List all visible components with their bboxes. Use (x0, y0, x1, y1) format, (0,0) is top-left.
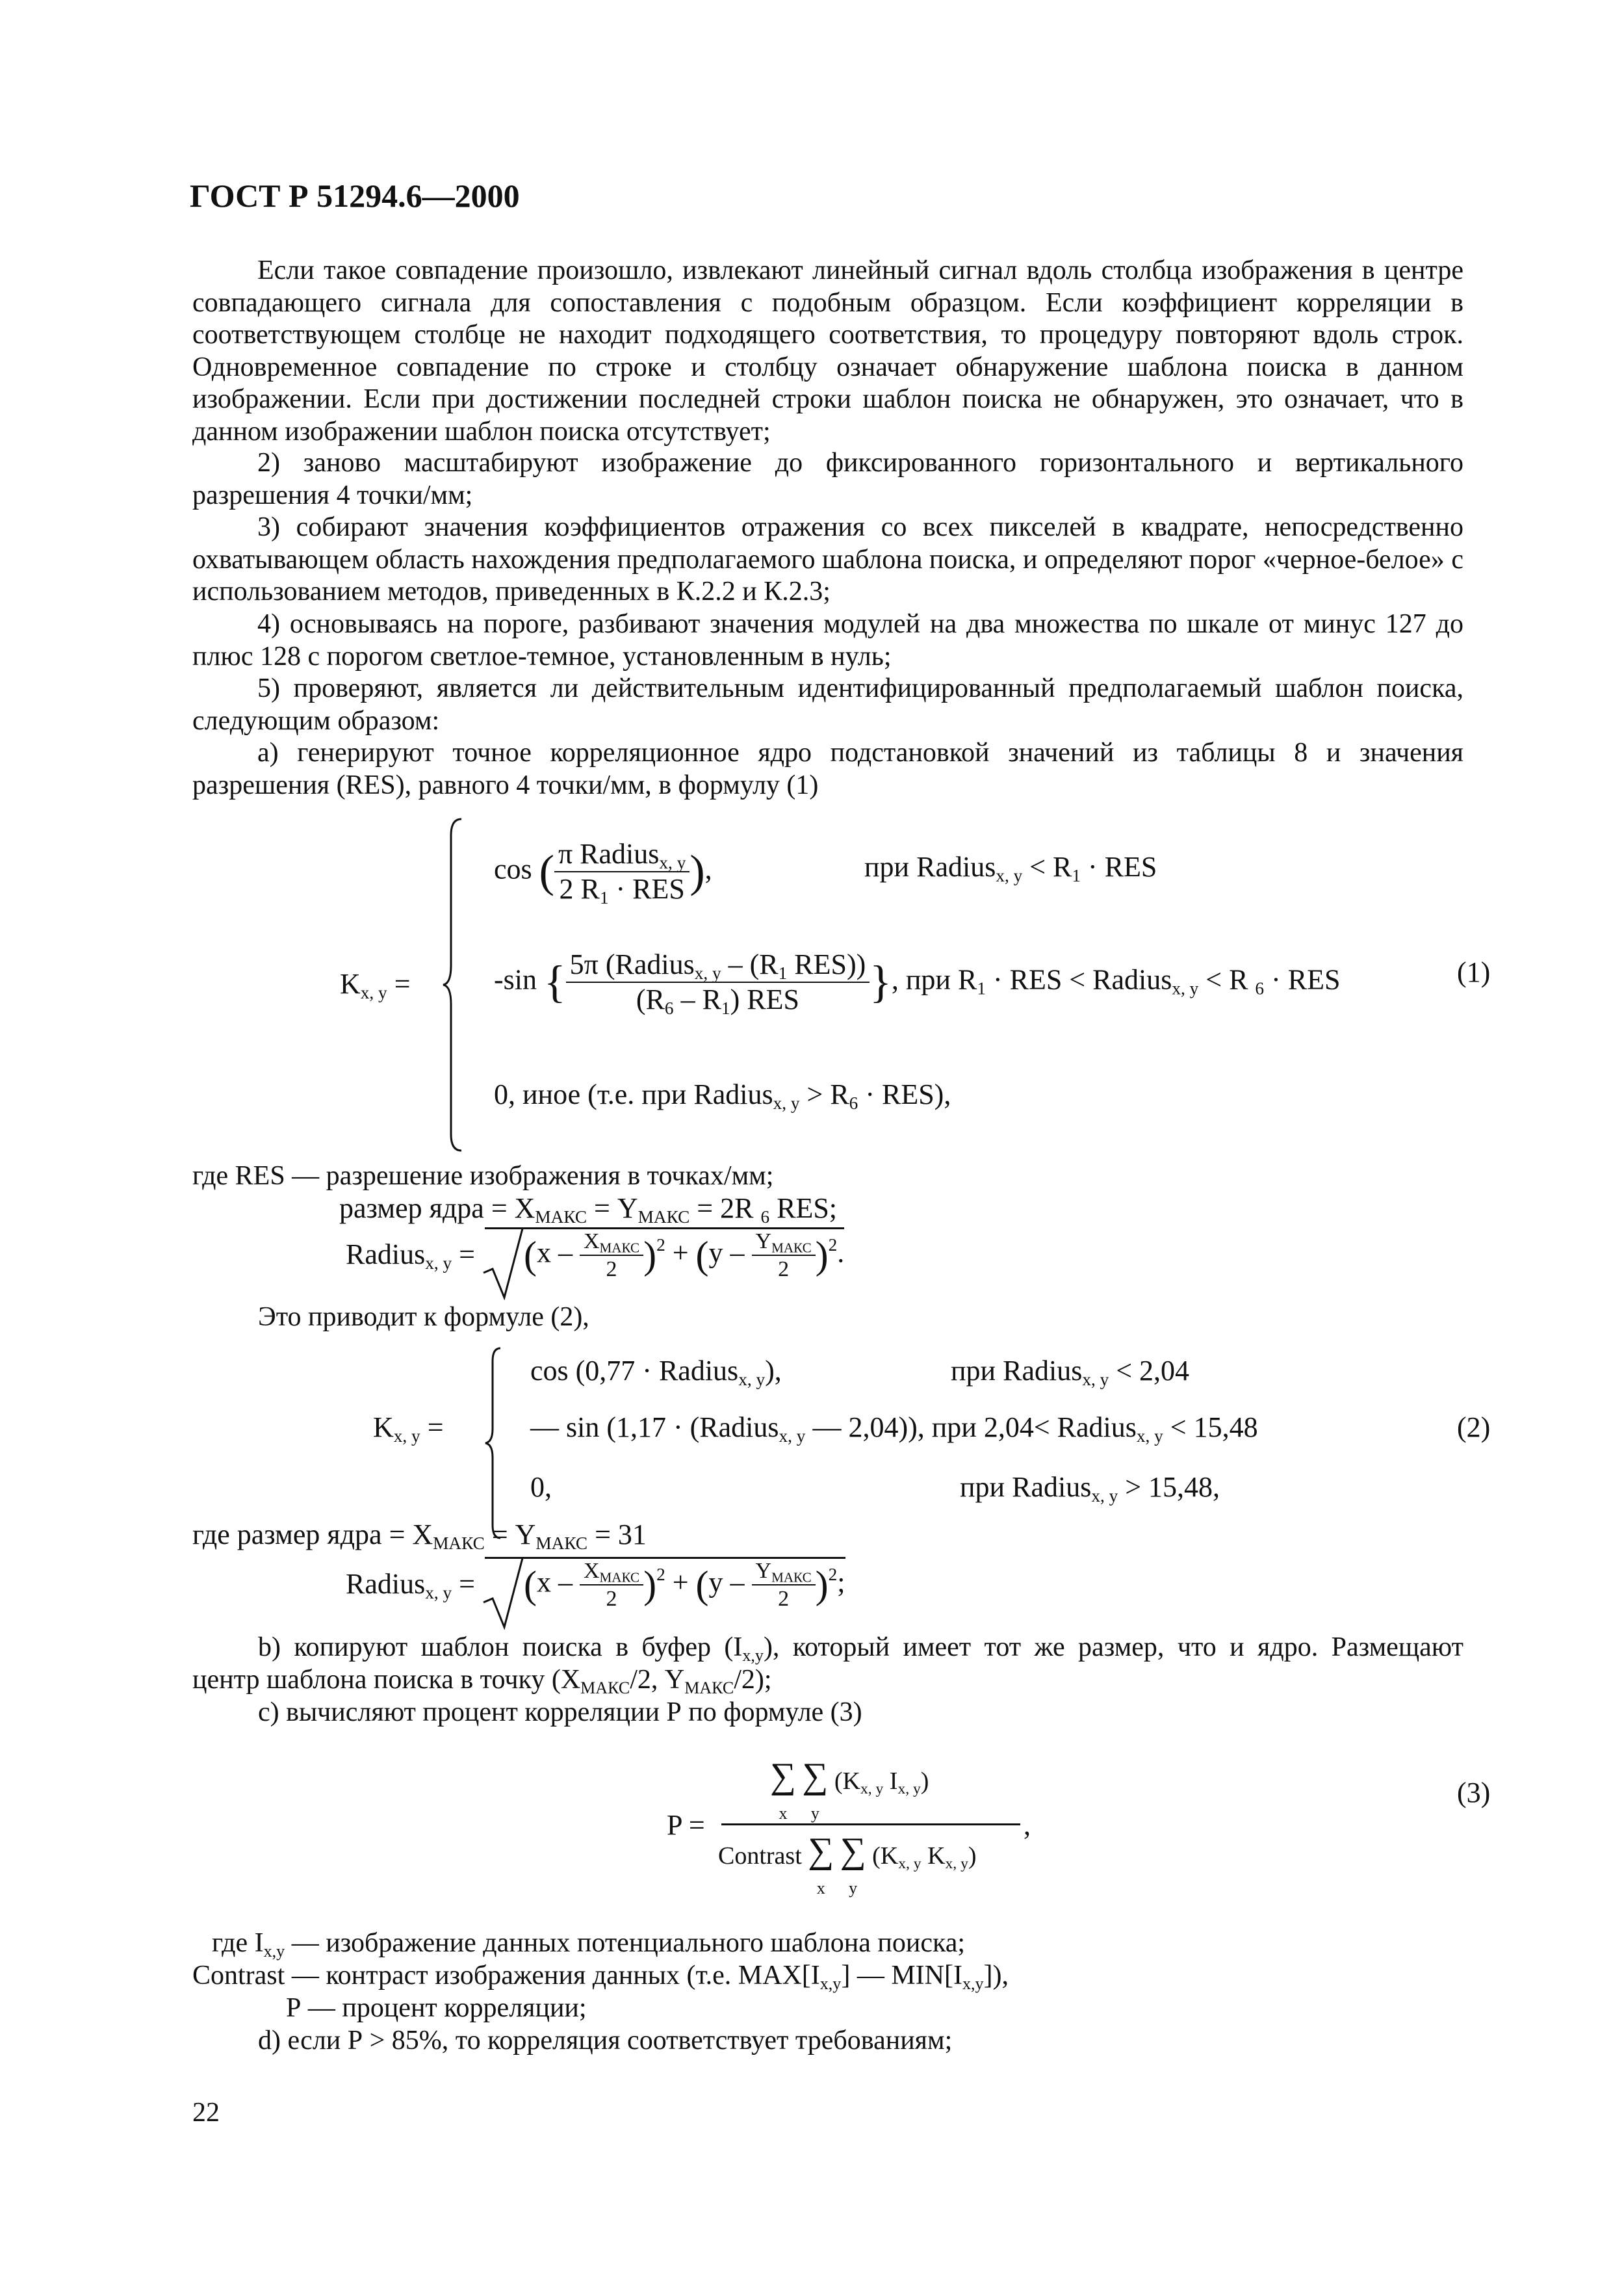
formula-1-row-1-condition: при Radius$_{x, y}$ < $R_1$ · RES (864, 851, 1157, 886)
radius-formula-2: Radius$_{x, y}$ = (x – $\frac{X_{МАКС}}{2}$ )$^2$ + (y – $\frac{Y_{МАКС}}{2}$ )$^2$; (346, 1557, 845, 1628)
sqrt-symbol (482, 1227, 524, 1300)
formula-2-row-1-condition: при Radius$_{x, y}$ < 2,04 (951, 1355, 1190, 1390)
formula-2-lhs: $K_{x, y}$ = (373, 1411, 444, 1446)
formula-2-row-3: 0, (530, 1471, 552, 1503)
formula-2-row-3-condition: при Radius$_{x, y}$ > 15,48, (960, 1471, 1220, 1506)
formula-3-denominator: Contrast ∑ x ∑ y ($K_{x, y}$ $K_{x, y}$) (718, 1831, 977, 1898)
paragraph-1: Если такое совпадение произошло, извлекают линейный сигнал вдоль столбца изображения в центре совпадающего сигнала для сопоставления с подобным образцом. Если коэффициент корреляции в соответствующем столбце не находит подходящего соответствия, то процедуру повторяют вдоль строк. Одновременное совпадение по строке и столбцу означает обнаружение шаблона поиска в данном изображении. Если при достижении последней строки шаблон поиска не обнаружен, это означает, что в данном изображении шаблон поиска отсутствует; (192, 255, 1463, 447)
document-header: ГОСТ Р 51294.6—2000 (190, 177, 520, 214)
formula-3-numerator: ∑ x ∑ y ($K_{x, y}$ $I_{x, y}$) (770, 1756, 929, 1823)
page-number: 22 (192, 2098, 220, 2128)
step-b-line-1: b) копируют шаблон поиска в буфер $(I_{x,y})$, который имеет тот же размер, что и ядро. Размещают (258, 1632, 1463, 1665)
step-b-line-2: центр шаблона поиска в точку ($X_{МАКС}/2$, $Y_{МАКС}/2$); (192, 1665, 772, 1697)
formula-2-row-2: — sin (1,17 · (Radius$_{x, y}$ — 2,04)), при 2,04< Radius$_{x, y}$ < 15,48 (530, 1411, 1258, 1446)
paragraph-2: 2) заново масштабируют изображение до фиксированного горизонтального и вертикального разрешения 4 точки/мм; (192, 448, 1463, 510)
formula-3-lhs: P = (667, 1809, 705, 1841)
kernel-size: размер ядра = $X_{МАКС} = Y_{МАКС} = 2R$ $_6$ RES; (339, 1192, 838, 1227)
step-c: с) вычисляют процент корреляции Р по формуле (3) (258, 1697, 862, 1727)
paragraph-5: 5) проверяют, является ли действительным идентифицированный предполагаемый шаблон поиска, следующим образом: (192, 673, 1463, 736)
formula-1-number: (1) (1457, 956, 1491, 988)
formula-1-brace (442, 816, 468, 1154)
formula-1-row-2: -sin { $\frac{5\pi (Radius_{x, y} - (R_1 RES))}{(R_6 - R_1) RES}$ }, при $R_1$ · RES < Radius$_{x, y}$ < R $_6$ · RES (494, 948, 1341, 1019)
formula-1-row-1: cos ( $\frac{\pi Radius_{x, y}}{2 R_1 \cdot RES}$ ), (494, 838, 712, 908)
radius-formula-1: Radius$_{x, y}$ = (x – $\frac{X_{МАКС}}{2}$ )$^2$ + (y – $\frac{Y_{МАКС}}{2}$ )$^2$. (346, 1227, 844, 1299)
where-contrast: Contrast — контраст изображения данных (т.е. $MAX[I_{x,y}]$ — $MIN[I_{x,y}]$), (192, 1961, 1009, 1993)
formula-2-number: (2) (1457, 1411, 1491, 1443)
formula-1-lhs: $K_{x, y}$ = (340, 968, 411, 1003)
kernel-size-31: где размер ядра = $X_{МАКС} = Y_{МАКС} = 31$ (192, 1519, 647, 1554)
step-d: d) если Р > 85%, то корреляция соответствует требованиям; (258, 2026, 953, 2055)
formula-3-fraction (715, 1755, 1020, 1905)
formula-1-row-3: 0, иное (т.е. при Radius$_{x, y}$ > $R_6 \cdot RES$), (494, 1078, 951, 1114)
where-ixy: где $I_{x,y}$ — изображение данных потенциального шаблона поиска; (212, 1928, 966, 1961)
formula-3-comma: , (1024, 1809, 1031, 1841)
formula-2-brace (483, 1346, 507, 1541)
paragraph-3: 3) собирают значения коэффициентов отражения со всех пикселей в квадрате, непосредственно охватывающем область нахождения предполагаемого шаблона поиска, и определяют порог «черное-белое» с использованием методов, приведенных в К.2.2 и К.2.3; (192, 512, 1463, 607)
paragraph-4: 4) основываясь на пороге, разбивают значения модулей на два множества по шкале от минус 127 до плюс 128 с порогом светлое-темное, установленным в нуль; (192, 609, 1463, 672)
where-res: где RES — разрешение изображения в точках/мм; (192, 1161, 774, 1191)
lead-formula-2: Это приводит к формуле (2), (258, 1302, 589, 1332)
sqrt-symbol (482, 1557, 524, 1630)
formula-2-row-1: cos (0,77 · Radius$_{x, y}$), (530, 1355, 782, 1390)
where-p: Р — процент корреляции; (286, 1993, 587, 2023)
paragraph-a: а) генерируют точное корреляционное ядро подстановкой значений из таблицы 8 и значения разрешения (RES), равного 4 точки/мм, в формулу (1) (192, 738, 1463, 800)
formula-3-number: (3) (1457, 1777, 1491, 1808)
